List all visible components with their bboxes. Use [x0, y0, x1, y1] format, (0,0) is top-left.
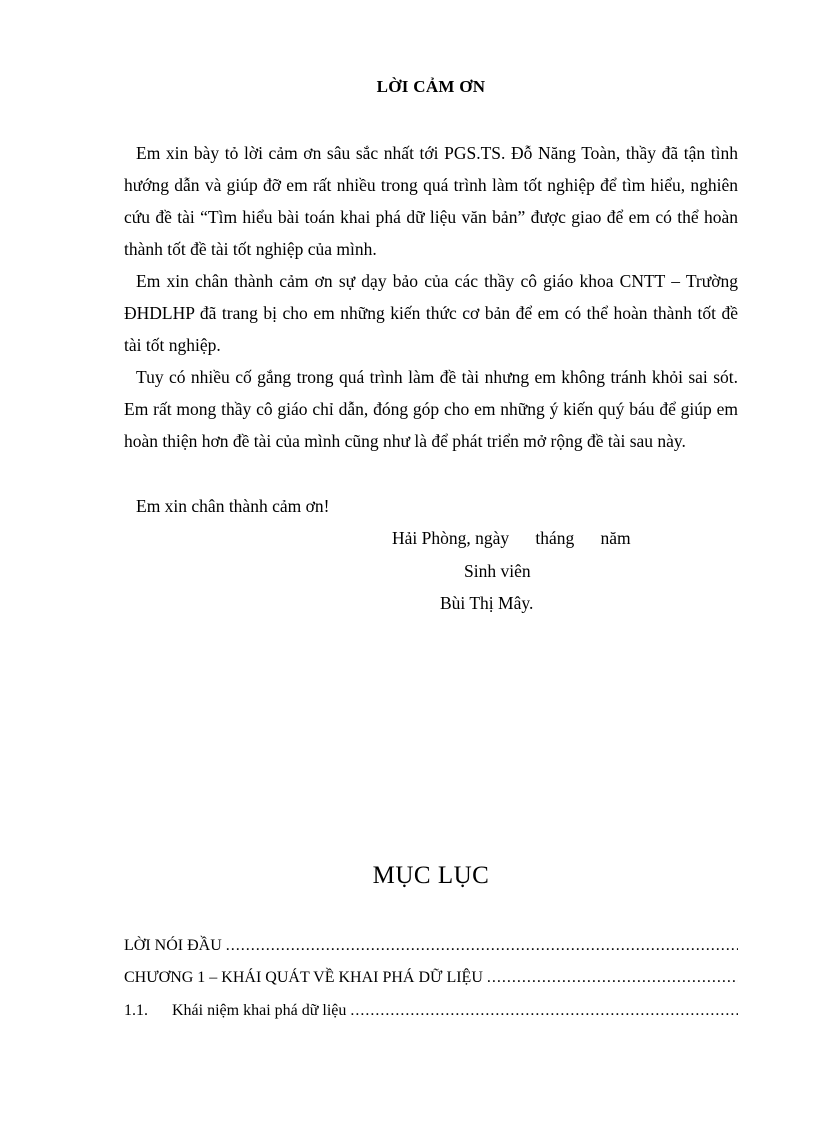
acknowledgement-paragraph: Em xin chân thành cảm ơn sự dạy bảo của các thầy cô giáo khoa CNTT – Trường ĐHDLHP đã trang bị cho em những kiến thức cơ bản để em có thể hoàn thành tốt đề tài tốt nghiệp. [124, 271, 738, 355]
acknowledgement-title: LỜI CẢM ƠN [376, 77, 486, 96]
signature-date-line: Hải Phòng, ngày tháng năm [392, 528, 631, 548]
toc-entry[interactable] [124, 966, 738, 990]
toc-leader-dots [350, 999, 738, 1023]
toc-entry-label: Khái niệm khai phá dữ liệu [172, 1002, 347, 1019]
acknowledgement-paragraph: Tuy có nhiều cố gắng trong quá trình làm đề tài nhưng em không tránh khỏi sai sót. Em rất mong thầy cô giáo chỉ dẫn, đóng góp cho em những ý kiến quý báu để giúp em hoàn thiện hơn đề tài của mình cũng như là để phát triển mở rộng đề tài sau này. [124, 367, 738, 451]
acknowledgement-closing: Em xin chân thành cảm ơn! [136, 496, 330, 516]
toc-title: MỤC LỤC [372, 862, 490, 889]
toc-leader-dots [487, 966, 738, 990]
toc-entry[interactable] [124, 999, 738, 1023]
toc-leader-dots [226, 934, 738, 958]
acknowledgement-paragraph: Em xin bày tỏ lời cảm ơn sâu sắc nhất tới PGS.TS. Đỗ Năng Toàn, thầy đã tận tình hướng dẫn và giúp đỡ em rất nhiều trong quá trình làm tốt nghiệp để tìm hiểu, nghiên cứu đề tài “Tìm hiểu bài toán khai phá dữ liệu văn bản” được giao để em có thể hoàn thành tốt đề tài tốt nghiệp của mình. [124, 143, 738, 259]
signature-role: Sinh viên [464, 561, 531, 581]
toc-entry-number: 1.1. [124, 1002, 148, 1019]
toc-entry-label: CHƯƠNG 1 – KHÁI QUÁT VỀ KHAI PHÁ DỮ LIỆU [124, 969, 483, 986]
toc-entry[interactable] [124, 934, 738, 958]
signature-name: Bùi Thị Mây. [440, 593, 534, 613]
toc-entry-label: LỜI NÓI ĐẦU [124, 937, 222, 954]
